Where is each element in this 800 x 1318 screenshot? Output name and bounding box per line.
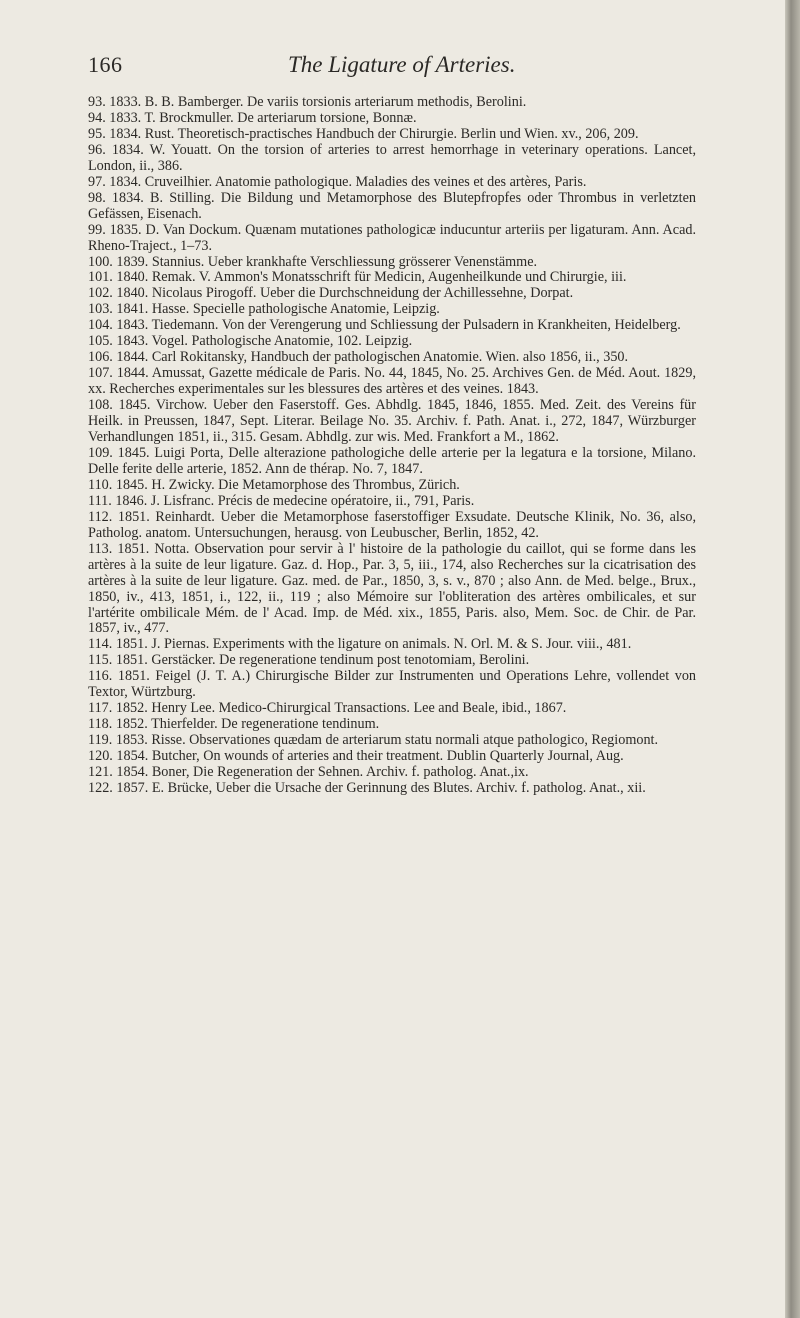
entry-number: 115. (88, 652, 113, 669)
entry-number: 96. (88, 141, 106, 158)
entry-text: 1834. B. Stilling. Die Bildung und Metamorphose des Blutepfropfes oder Thrombus in verletzten Gefässen, Eisenach. (88, 189, 697, 222)
entry-number: 119. (88, 732, 113, 749)
bibliography-entry (88, 494, 696, 510)
entry-number: 116. (88, 668, 113, 685)
entry-number: 102. (88, 285, 113, 302)
entry-number: 118. (88, 716, 113, 733)
entry-text: 1840. Remak. V. Ammon's Monatsschrift für Medicin, Augenheilkunde und Chirurgie, iii. (116, 269, 627, 286)
bibliography-entry (88, 717, 696, 733)
entry-text: 1844. Carl Rokitansky, Handbuch der pathologischen Anatomie. Wien. also 1856, ii., 350. (116, 349, 629, 366)
entry-number: 120. (88, 748, 113, 765)
entry-text: 1843. Tiedemann. Von der Verengerung und Schliessung der Pulsadern in Krankheiten, Heidelberg. (116, 317, 681, 334)
bibliography-entry (88, 653, 696, 669)
bibliography-entry (88, 733, 696, 749)
bibliography-entry (88, 143, 696, 175)
entry-number: 109. (88, 444, 113, 461)
entry-text: 1852. Henry Lee. Medico-Chirurgical Transactions. Lee and Beale, ibid., 1867. (115, 700, 567, 717)
entry-text: 1839. Stannius. Ueber krankhafte Verschliessung grösserer Venenstämme. (116, 253, 538, 270)
entry-number: 110. (88, 476, 113, 493)
entry-text: 1851. Notta. Observation pour servir à l' histoire de la pathologie du caillot, qui se forme dans les artères à la suite de leur ligature. Gaz. d. Hop., Par. 3, 5, iii., 174, also Recherches sur la cicatrisation des artères à la suite de leur ligature. Gaz. med. de Par., 1850, 3, s. v., 870 ; also Ann. de Med. belge., Brux., 1850, iv., 413, 1851, i., 122, ii., 119 ; also Mémoire sur l'obliteration des artères ombilicales, et sur l'artérite ombilicale Mém. de l' Acad. Imp. de Méd. xix., 1855, Paris. also, Mem. Soc. de Chir. de Par. 1857, iv., 477. (88, 540, 696, 637)
bibliography-entry (88, 398, 696, 446)
entry-text: 1834. Cruveilhier. Anatomie pathologique. Maladies des veines et des artères, Paris. (109, 173, 587, 190)
running-title: The Ligature of Arteries. (288, 52, 516, 77)
entry-text: 1851. J. Piernas. Experiments with the ligature on animals. N. Orl. M. & S. Jour. viii., 481. (115, 636, 632, 653)
bibliography-entry (88, 446, 696, 478)
entry-number: 108. (88, 397, 113, 414)
entry-number: 100. (88, 253, 113, 270)
entry-number: 93. (88, 94, 106, 110)
bibliography-entry (88, 478, 696, 494)
entry-text: 1833. B. B. Bamberger. De variis torsionis arteriarum methodis, Berolini. (109, 94, 527, 110)
bibliography-entry (88, 286, 696, 302)
bibliography-entry (88, 111, 696, 127)
entry-number: 94. (88, 109, 106, 126)
bibliography-entry (88, 223, 696, 255)
entry-number: 95. (88, 125, 106, 142)
bibliography-entry (88, 749, 696, 765)
page-edge (785, 0, 800, 1318)
entry-number: 114. (88, 636, 113, 653)
entry-text: 1843. Vogel. Pathologische Anatomie, 102. Leipzig. (116, 333, 413, 350)
entry-number: 117. (88, 700, 113, 717)
entry-number: 101. (88, 269, 113, 286)
entry-text: 1840. Nicolaus Pirogoff. Ueber die Durchschneidung der Achillessehne, Dorpat. (116, 285, 574, 302)
entry-text: 1834. W. Youatt. On the torsion of arteries to arrest hemorrhage in veterinary operations. Lancet, London, ii., 386. (88, 141, 697, 174)
bibliography-entry (88, 318, 696, 334)
entry-number: 99. (88, 221, 106, 238)
entry-text: 1833. T. Brockmuller. De arteriarum torsione, Bonnæ. (109, 109, 417, 126)
bibliography-list (88, 95, 696, 797)
entry-text: 1844. Amussat, Gazette médicale de Paris. No. 44, 1845, No. 25. Archives Gen. de Méd. Aout. 1829, xx. Recherches experimentales sur les blessures des artères et des veines. 1843. (88, 365, 696, 398)
bibliography-entry (88, 366, 696, 398)
entry-text: 1835. D. Van Dockum. Quænam mutationes pathologicæ inducuntur arteriis per ligaturam. Ann. Acad. Rheno-Traject., 1–73. (88, 221, 697, 254)
bibliography-entry (88, 255, 696, 271)
entry-number: 105. (88, 333, 113, 350)
bibliography-entry (88, 637, 696, 653)
entry-text: 1852. Thierfelder. De regeneratione tendinum. (115, 716, 380, 733)
entry-number: 112. (88, 508, 113, 525)
entry-text: 1857. E. Brücke, Ueber die Ursache der Gerinnung des Blutes. Archiv. f. patholog. Anat., xii. (116, 779, 646, 796)
entry-number: 97. (88, 173, 106, 190)
entry-text: 1841. Hasse. Specielle pathologische Anatomie, Leipzig. (116, 301, 440, 318)
entry-text: 1845. H. Zwicky. Die Metamorphose des Thrombus, Zürich. (115, 476, 460, 493)
entry-text: 1834. Rust. Theoretisch-practisches Handbuch der Chirurgie. Berlin und Wien. xv., 206, 209. (109, 125, 639, 142)
entry-text: 1845. Luigi Porta, Delle alterazione pathologiche delle arterie per la legatura e la torsione, Milano. Delle ferite delle arterie, 1852. Ann de thérap. No. 7, 1847. (88, 444, 696, 477)
bibliography-entry (88, 669, 696, 701)
bibliography-entry (88, 765, 696, 781)
entry-text: 1846. J. Lisfranc. Précis de medecine opératoire, ii., 791, Paris. (115, 492, 475, 509)
entry-number: 104. (88, 317, 113, 334)
entry-number: 121. (88, 764, 113, 781)
page-number: 166 (88, 52, 123, 77)
entry-text: 1851. Reinhardt. Ueber die Metamorphose faserstoffiger Exsudate. Deutsche Klinik, No. 36, also, Patholog. anatom. Untersuchungen, herausg. von Leubuscher, Berlin, 1852, 42. (88, 508, 697, 541)
entry-number: 106. (88, 349, 113, 366)
bibliography-entry (88, 270, 696, 286)
entry-number: 111. (88, 492, 112, 509)
bibliography-entry (88, 350, 696, 366)
entry-text: 1845. Virchow. Ueber den Faserstoff. Ges. Abhdlg. 1845, 1846, 1855. Med. Zeit. des Vereins für Heilk. in Preussen, 1847, Sept. Literar. Beilage No. 35. Archiv. f. Path. Anat. i., 272, 1847, Würzburger Verhandlungen 1851, ii., 315. Gesam. Abhdlg. zur wis. Med. Frankfort a M., 1862. (88, 397, 696, 446)
bibliography-entry (88, 542, 696, 638)
entry-text: 1854. Butcher, On wounds of arteries and their treatment. Dublin Quarterly Journal, Aug. (116, 748, 624, 765)
bibliography-entry (88, 510, 696, 542)
entry-number: 107. (88, 365, 113, 382)
bibliography-entry (88, 302, 696, 318)
entry-number: 113. (88, 540, 113, 557)
entry-number: 98. (88, 189, 106, 206)
bibliography-entry (88, 175, 696, 191)
entry-number: 122. (88, 779, 113, 796)
entry-text: 1851. Feigel (J. T. A.) Chirurgische Bilder zur Instrumenten und Operations Lehre, vollendet von Textor, Würtzburg. (88, 668, 697, 701)
bibliography-entry (88, 127, 696, 143)
running-head (88, 52, 688, 82)
bibliography-entry (88, 701, 696, 717)
bibliography-entry (88, 191, 696, 223)
entry-text: 1853. Risse. Observationes quædam de arteriarum statu normali atque pathologico, Regiomont. (115, 732, 659, 749)
entry-text: 1851. Gerstäcker. De regeneratione tendinum post tenotomiam, Berolini. (115, 652, 530, 669)
entry-number: 103. (88, 301, 113, 318)
bibliography-entry (88, 95, 696, 111)
bibliography-entry (88, 334, 696, 350)
entry-text: 1854. Boner, Die Regeneration der Sehnen. Archiv. f. patholog. Anat.,ix. (116, 764, 529, 781)
bibliography-entry (88, 781, 696, 797)
